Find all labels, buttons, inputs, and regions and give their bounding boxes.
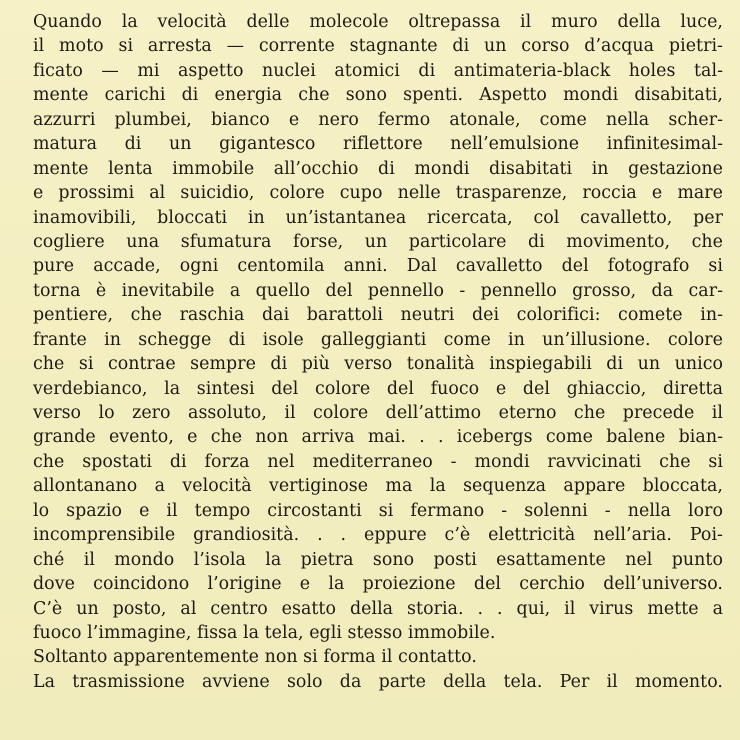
text-line-22: incomprensibile grandiosità. . . eppure c’è elettricità nell’aria. Poi-	[33, 525, 723, 546]
text-line-6: matura di un gigantesco riflettore nell’emulsione infinitesimal-	[33, 134, 723, 155]
text-line-16: verdebianco, la sintesi del colore del fuoco e del ghiaccio, diretta	[33, 378, 723, 399]
text-line-18: grande evento, e che non arriva mai. . . icebergs come balene bian-	[33, 427, 723, 448]
text-line-10: cogliere una sfumatura forse, un particolare di movimento, che	[33, 231, 723, 252]
text-line-13: pentiere, che raschia dai barattoli neutri dei colorifici: comete in-	[33, 305, 723, 326]
text-line-23: ché il mondo l’isola la pietra sono posti esattamente nel punto	[33, 549, 723, 570]
text-line-14: frante in schegge di isole galleggianti come in un’illusione. colore	[33, 329, 723, 350]
text-line-27: Soltanto apparentemente non si forma il contatto.	[33, 647, 477, 668]
text-line-19: che spostati di forza nel mediterraneo - mondi ravvicinati che si	[33, 451, 723, 472]
text-line-20: allontanano a velocità vertiginose ma la sequenza appare bloccata,	[33, 476, 723, 497]
text-line-7: mente lenta immobile all’occhio di mondi disabitati in gestazione	[33, 158, 723, 179]
body-text	[33, 10, 723, 694]
text-line-26: fuoco l’immagine, fissa la tela, egli stesso immobile.	[33, 622, 496, 643]
text-line-9: inamovibili, bloccati in un’istantanea ricercata, col cavalletto, per	[33, 207, 723, 228]
text-line-17: verso lo zero assoluto, il colore dell’attimo eterno che precede il	[33, 403, 723, 423]
text-line-28: La trasmissione avviene solo da parte della tela. Per il momento.	[33, 671, 723, 692]
text-line-2: il moto si arresta — corrente stagnante di un corso d’acqua pietri-	[33, 36, 723, 57]
text-line-1: Quando la velocità delle molecole oltrepassa il muro della luce,	[33, 12, 723, 32]
text-line-25: C’è un posto, al centro esatto della storia. . . qui, il virus mette a	[33, 598, 723, 619]
text-line-24: dove coincidono l’origine e la proiezione del cerchio dell’universo.	[33, 574, 723, 595]
text-line-15: che si contrae sempre di più verso tonalità inspiegabili di un unico	[33, 354, 723, 375]
text-line-8: e prossimi al suicidio, colore cupo nelle trasparenze, roccia e mare	[33, 183, 723, 204]
text-line-4: mente carichi di energia che sono spenti. Aspetto mondi disabitati,	[33, 85, 723, 106]
text-line-3: ficato — mi aspetto nuclei atomici di antimateria-black holes tal-	[33, 60, 723, 81]
text-line-12: torna è inevitabile a quello del pennello - pennello grosso, da car-	[33, 280, 723, 301]
text-line-21: lo spazio e il tempo circostanti si fermano - solenni - nella loro	[33, 500, 723, 521]
text-line-11: pure accade, ogni centomila anni. Dal cavalletto del fotografo si	[33, 256, 723, 277]
text-line-5: azzurri plumbei, bianco e nero fermo atonale, come nella scher-	[33, 109, 723, 130]
